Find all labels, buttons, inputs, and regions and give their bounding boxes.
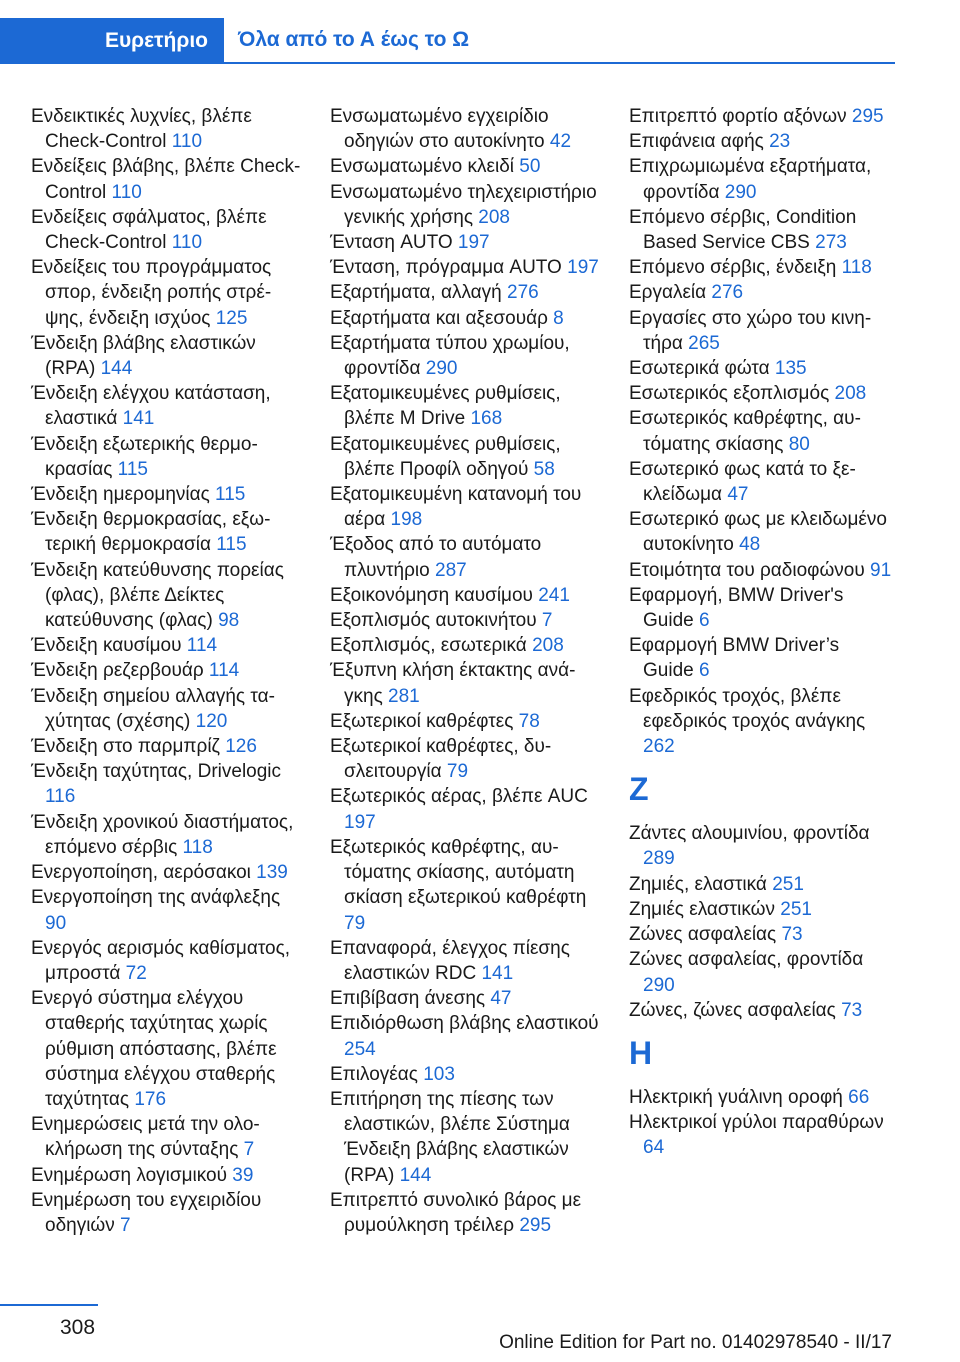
index-entry-term: Εσωτερικός καθρέφτης, αυτόματης σκίασης: [629, 408, 861, 455]
index-entry: [31, 255, 301, 331]
index-entry: [629, 998, 895, 1023]
index-entry: [629, 507, 895, 557]
index-entry-term: Επιβίβαση άνεσης: [330, 988, 491, 1010]
index-page-link[interactable]: 198: [390, 509, 423, 531]
index-page-link[interactable]: 168: [470, 408, 503, 430]
index-entry-term: Ένδειξη ελέγχου κατάσταση, ελαστικά: [31, 383, 271, 430]
index-entry-term: Εξοπλισμός, εσωτερικά: [330, 635, 533, 657]
index-entry: [330, 180, 606, 230]
index-entry: [629, 684, 895, 760]
index-page-link[interactable]: 276: [507, 282, 539, 304]
index-entry: [31, 1112, 301, 1162]
index-page-link[interactable]: 114: [186, 635, 218, 657]
index-entry-term: Ζάντες αλουμινίου, φροντίδα: [629, 823, 870, 845]
index-entry-term: Ένταση AUTO: [330, 232, 458, 254]
index-entry: [629, 922, 895, 947]
page-number: 308: [60, 1316, 96, 1339]
index-entry-term: Ενημέρωση του εγχειριδίου οδηγιών: [31, 1189, 262, 1236]
index-entry: [31, 558, 301, 634]
index-entry-term: Έξοδος από το αυτόματο πλυντήριο: [330, 534, 542, 581]
index-page-link[interactable]: 7: [243, 1139, 255, 1161]
index-section-letter: Z: [629, 771, 649, 808]
index-entry-term: Ένδειξη εξωτερικής θερμοκρασίας: [31, 433, 258, 480]
index-entry-term: Εξατομικευμένες ρυθμίσεις, βλέπε Προφίλ οδηγού: [330, 433, 561, 480]
index-entry: [629, 1110, 895, 1160]
header-tabs: [0, 18, 895, 64]
index-page-link[interactable]: 8: [553, 307, 564, 329]
index-entry-term: Ενημερώσεις μετά την ολοκλήρωση της σύνταξης: [31, 1114, 260, 1161]
index-page-link[interactable]: 7: [120, 1214, 131, 1236]
index-page-link[interactable]: 118: [841, 257, 872, 279]
index-entry-term: Έξυπνη κλήση έκτακτης ανάγκης: [330, 660, 576, 707]
index-entry: [31, 860, 301, 885]
index-entry-term: Ένδειξη καυσίμου: [31, 635, 187, 657]
index-entry-term: Ενδείξεις του προγράμματος σπορ, ένδειξη ροπής στρέψης, ένδειξη ισχύος: [31, 257, 272, 329]
index-page-link[interactable]: 144: [399, 1164, 432, 1186]
index-entry: [330, 482, 606, 532]
index-entry-term: Εξωτερικοί καθρέφτες: [330, 710, 519, 732]
index-entry: [31, 205, 301, 255]
index-entry: [330, 709, 606, 734]
index-page-link[interactable]: 73: [841, 999, 863, 1021]
index-entry: [629, 897, 895, 922]
index-entry-term: Ζώνες, ζώνες ασφαλείας: [629, 999, 842, 1021]
index-entry-term: Ηλεκτρική γυάλινη οροφή: [629, 1086, 849, 1108]
index-entry: [629, 381, 895, 406]
index-entry: [629, 872, 895, 897]
index-entry: [330, 532, 606, 582]
index-entry: [629, 280, 895, 305]
index-page-link[interactable]: 73: [781, 924, 803, 946]
index-page-link[interactable]: 80: [788, 433, 810, 455]
index-entry-term: Ενεργοποίηση της ανάφλεξης: [31, 887, 281, 909]
index-entry: [330, 936, 606, 986]
edition-note: Online Edition for Part no. 01402978540 - II/17: [499, 1332, 892, 1353]
index-entry-term: Ενδεικτικές λυχνίες, βλέπε Check-Control: [31, 106, 252, 153]
index-entry: [31, 154, 301, 204]
index-page-link[interactable]: 116: [45, 786, 76, 808]
footer-rule: [0, 1304, 98, 1306]
index-entry: [629, 205, 895, 255]
index-page-link[interactable]: 115: [216, 534, 247, 556]
index-entry: [629, 255, 895, 280]
index-entry-term: Επιχρωμιωμένα εξαρτήματα, φροντίδα: [629, 156, 872, 203]
index-page-link[interactable]: 115: [215, 484, 246, 506]
index-entry: [31, 658, 301, 683]
index-entry: [31, 633, 301, 658]
index-entry-term: Επόμενο σέρβις, ένδειξη: [629, 257, 842, 279]
index-page-link[interactable]: 120: [195, 710, 228, 732]
index-entry-term: Ένδειξη ρεζερβουάρ: [31, 660, 209, 682]
index-entry: [330, 104, 606, 154]
index-section-letter: H: [629, 1034, 653, 1071]
index-page-link[interactable]: 141: [122, 408, 155, 430]
index-page-link[interactable]: 273: [815, 232, 847, 254]
index-page-link[interactable]: 276: [711, 282, 744, 304]
index-entry-term: Ένταση, πρόγραμμα AUTO: [330, 257, 568, 279]
index-page-link[interactable]: 98: [218, 610, 240, 632]
index-entry: [330, 1087, 606, 1188]
tab-a-to-z[interactable]: Όλα από το Α έως το Ω: [224, 18, 895, 64]
index-page-link[interactable]: 144: [100, 358, 133, 380]
index-entry-term: Ενεργοποίηση, αερόσακοι: [31, 862, 257, 884]
index-page-link[interactable]: 290: [425, 358, 458, 380]
index-entry: [330, 432, 606, 482]
index-entry: [31, 432, 301, 482]
index-page-link[interactable]: 290: [724, 181, 757, 203]
index-page-link[interactable]: 251: [772, 873, 804, 895]
index-entry-term: Εξαρτήματα τύπου χρωμίου, φροντίδα: [330, 332, 570, 380]
index-entry-term: Ζημιές, ελαστικά: [629, 873, 773, 895]
index-page-link[interactable]: 281: [388, 685, 420, 707]
index-entry-term: Επιτρεπτό φορτίο αξόνων: [629, 106, 852, 127]
index-entry-term: Εξαρτήματα, αλλαγή: [330, 282, 508, 304]
index-entry-term: Εσωτερικά φώτα: [629, 358, 775, 380]
index-entry: [330, 986, 606, 1011]
index-page-link[interactable]: 79: [446, 761, 469, 783]
index-entry-term: Εξαρτήματα και αξεσουάρ: [330, 307, 554, 329]
index-page-link[interactable]: 64: [643, 1137, 665, 1159]
index-entry-term: Ενσωματωμένο κλειδί: [330, 156, 520, 178]
index-entry: [330, 1062, 606, 1087]
index-entry-term: Εξωτερικός καθρέφτης, αυτόματης σκίασης, αυτόματη σκίαση εξωτερικού καθρέφτη: [330, 836, 587, 909]
index-entry: [31, 381, 301, 431]
index-entry-term: Εσωτερικό φως κατά το ξεκλείδωμα: [629, 458, 856, 506]
index-entry-term: Εξατομικευμένες ρυθμίσεις, βλέπε M Drive: [330, 383, 561, 430]
index-entry-term: Ετοιμότητα του ραδιοφώνου: [629, 559, 871, 581]
index-entry: [31, 734, 301, 759]
index-page-link[interactable]: 251: [780, 898, 812, 920]
index-entry: [31, 1163, 301, 1188]
index-entry: [330, 835, 606, 936]
index-page-link[interactable]: 47: [727, 484, 749, 506]
index-entry-term: Εφαρμογή BMW Driver’s Guide: [629, 635, 840, 682]
index-entry: [31, 104, 301, 154]
index-entry-term: Εργαλεία: [629, 282, 712, 304]
index-entry: [330, 1011, 606, 1061]
index-entry-term: Εξοικονόμηση καυσίμου: [330, 584, 539, 606]
index-entry: [330, 1188, 606, 1238]
index-page-link[interactable]: 197: [457, 232, 490, 254]
index-entry-term: Ένδειξη σημείου αλλαγής ταχύτητας (σχέσης): [31, 685, 275, 732]
index-entry-term: Ένδειξη χρονικού διαστήματος, επόμενο σέρβις: [31, 811, 294, 858]
index-entry-term: Εξοπλισμός αυτοκινήτου: [330, 610, 542, 632]
index-page-link[interactable]: 125: [215, 307, 248, 329]
index-page-link[interactable]: 6: [698, 660, 710, 682]
index-page-link[interactable]: 295: [519, 1214, 552, 1236]
index-entry-term: Ενεργό σύστημα ελέγχου σταθερής ταχύτητας χωρίς ρύθμιση απόστασης, βλέπε σύστημα ελέγχου σταθερής ταχύτητας: [31, 988, 277, 1110]
index-page-link[interactable]: 118: [182, 836, 213, 858]
index-entry-term: Ένδειξη θερμοκρασίας, εξωτερική θερμοκρασία: [31, 509, 271, 556]
index-page-link[interactable]: 254: [344, 1038, 376, 1060]
index-entry: [629, 457, 895, 507]
index-entry-term: Ένδειξη ταχύτητας, Drivelogic: [31, 761, 282, 783]
index-page-link[interactable]: 262: [643, 736, 675, 758]
index-entry-term: Εξατομικευμένη κατανομή του αέρα: [330, 484, 582, 531]
index-page-link[interactable]: 91: [870, 559, 892, 581]
index-entry: [629, 129, 895, 154]
index-entry-term: Ενδείξεις βλάβης, βλέπε Check-Control: [31, 156, 301, 203]
index-entry: [629, 558, 895, 583]
index-page-link[interactable]: 66: [848, 1086, 870, 1108]
index-entry-term: Εσωτερικό φως με κλειδωμένο αυτοκίνητο: [629, 509, 887, 556]
index-page-link[interactable]: 7: [541, 610, 553, 632]
index-page-link[interactable]: 176: [134, 1088, 167, 1110]
index-page-link[interactable]: 110: [171, 131, 203, 153]
index-column-2: [330, 104, 606, 1238]
index-entry: [31, 331, 301, 381]
index-entry-term: Ενσωματωμένο εγχειρίδιο οδηγιών στο αυτοκίνητο: [330, 106, 550, 153]
index-entry-term: Ένδειξη βλάβης ελαστικών (RPA): [31, 332, 256, 380]
index-page-link[interactable]: 103: [423, 1063, 455, 1085]
index-entry-term: Ενεργός αερισμός καθίσματος, μπροστά: [31, 937, 291, 984]
index-entry: [629, 633, 895, 683]
index-page-link[interactable]: 50: [519, 156, 541, 178]
index-entry: [330, 784, 606, 834]
index-entry-term: Ένδειξη ημερομηνίας: [31, 484, 216, 506]
index-entry: [629, 154, 895, 204]
index-entry-term: Εξωτερικός αέρας, βλέπε AUC: [330, 786, 588, 808]
index-entry-term: Ενημέρωση λογισμικού: [31, 1164, 233, 1186]
index-page-link[interactable]: 139: [256, 862, 288, 884]
index-column-3: [629, 104, 895, 1161]
index-entry-term: Εργασίες στο χώρο του κινητήρα: [629, 307, 872, 354]
index-entry-term: Επιτρεπτό συνολικό βάρος με ρυμούλκηση τρέιλερ: [330, 1189, 582, 1236]
index-entry: [330, 583, 606, 608]
index-entry: [629, 356, 895, 381]
index-entry: [31, 507, 301, 557]
index-entry: [330, 381, 606, 431]
index-entry: [330, 633, 606, 658]
index-page-link[interactable]: 78: [518, 710, 540, 732]
index-page-link[interactable]: 141: [481, 962, 514, 984]
index-entry-term: Επιφάνεια αφής: [629, 131, 770, 153]
index-entry-term: Εφεδρικός τροχός, βλέπε εφεδρικός τροχός ανάγκης: [629, 685, 866, 732]
index-entry: [330, 608, 606, 633]
index-page-link[interactable]: 114: [208, 660, 240, 682]
index-entry: [629, 583, 895, 633]
index-entry-term: Εξωτερικοί καθρέφτες, δυσλειτουργία: [330, 736, 552, 783]
index-page-link[interactable]: 287: [435, 559, 467, 581]
index-entry-term: Ζημιές ελαστικών: [629, 898, 781, 920]
index-page-link[interactable]: 79: [344, 912, 366, 934]
index-page-link[interactable]: 208: [532, 635, 564, 657]
index-entry: [31, 810, 301, 860]
index-entry-term: Επόμενο σέρβις, Condition Based Service CBS: [629, 206, 857, 254]
index-entry-term: Εφαρμογή, BMW Driver's Guide: [629, 584, 844, 632]
index-entry: [330, 734, 606, 784]
index-entry-term: Ζώνες ασφαλείας, φροντίδα: [629, 949, 864, 971]
index-page-link[interactable]: 58: [533, 458, 555, 480]
index-entry: [31, 684, 301, 734]
index-entry-term: Επιδιόρθωση βλάβης ελαστικού: [330, 1013, 599, 1035]
index-entry-term: Ενδείξεις σφάλματος, βλέπε Check-Control: [31, 206, 267, 254]
index-entry-term: Εσωτερικός εξοπλισμός: [629, 383, 835, 405]
index-entry: [31, 759, 301, 809]
index-page-link[interactable]: 110: [171, 232, 203, 254]
index-page-link[interactable]: 126: [225, 736, 257, 758]
index-entry: [330, 331, 606, 381]
index-page-link[interactable]: 289: [643, 848, 675, 870]
index-entry: [31, 885, 301, 935]
index-entry: [629, 104, 895, 129]
index-entry: [330, 658, 606, 708]
index-entry: [31, 986, 301, 1112]
index-page-link[interactable]: 197: [344, 811, 376, 833]
index-page-link[interactable]: 42: [549, 131, 572, 153]
tab-index[interactable]: Ευρετήριο: [0, 18, 224, 64]
index-page-link[interactable]: 295: [851, 106, 884, 127]
index-page-link[interactable]: 208: [834, 383, 867, 405]
index-page-link[interactable]: 197: [567, 257, 599, 279]
index-entry: [629, 306, 895, 356]
index-entry: [31, 1188, 301, 1238]
index-page-link[interactable]: 90: [45, 912, 67, 934]
index-page-link[interactable]: 39: [232, 1164, 254, 1186]
index-entry: [31, 482, 301, 507]
index-entry-term: Επιλογέας: [330, 1063, 424, 1085]
index-page-link[interactable]: 208: [478, 206, 510, 228]
index-entry-term: Ενσωματωμένο τηλεχειριστήριο γενικής χρήσης: [330, 181, 597, 228]
index-page-link[interactable]: 135: [774, 358, 807, 380]
index-page-link[interactable]: 110: [111, 181, 142, 203]
index-column-1: [31, 104, 301, 1238]
index-entry-term: Ζώνες ασφαλείας: [629, 924, 782, 946]
index-page-link[interactable]: 72: [125, 962, 147, 984]
index-entry: [330, 230, 606, 255]
index-page-link[interactable]: 290: [643, 974, 675, 996]
index-entry: [330, 154, 606, 179]
index-page-link[interactable]: 48: [739, 534, 761, 556]
index-page-link[interactable]: 23: [769, 131, 791, 153]
index-entry: [629, 406, 895, 456]
index-page-link[interactable]: 241: [538, 584, 570, 606]
index-entry: [629, 1085, 895, 1110]
index-entry: [629, 947, 895, 997]
index-page-link[interactable]: 265: [688, 332, 720, 354]
index-entry-term: Ηλεκτρικοί γρύλοι παραθύρων: [629, 1112, 884, 1134]
index-entry-term: Ένδειξη στο παρμπρίζ: [31, 736, 226, 758]
index-entry: [31, 936, 301, 986]
index-entry: [330, 280, 606, 305]
index-entry: [330, 306, 606, 331]
index-entry-term: Επαναφορά, έλεγχος πίεσης ελαστικών RDC: [330, 937, 570, 984]
index-entry-term: Ένδειξη κατεύθυνσης πορείας (φλας), βλέπε Δείκτες κατεύθυνσης (φλας): [31, 559, 284, 632]
index-entry: [330, 255, 606, 280]
index-page-link[interactable]: 115: [117, 458, 148, 480]
index-page-link[interactable]: 47: [490, 988, 512, 1010]
index-entry-term: Επιτήρηση της πίεσης των ελαστικών, βλέπε Σύστημα Ένδειξη βλάβης ελαστικών (RPA): [330, 1088, 570, 1186]
index-page-link[interactable]: 6: [698, 610, 710, 632]
index-entry: [629, 821, 895, 871]
